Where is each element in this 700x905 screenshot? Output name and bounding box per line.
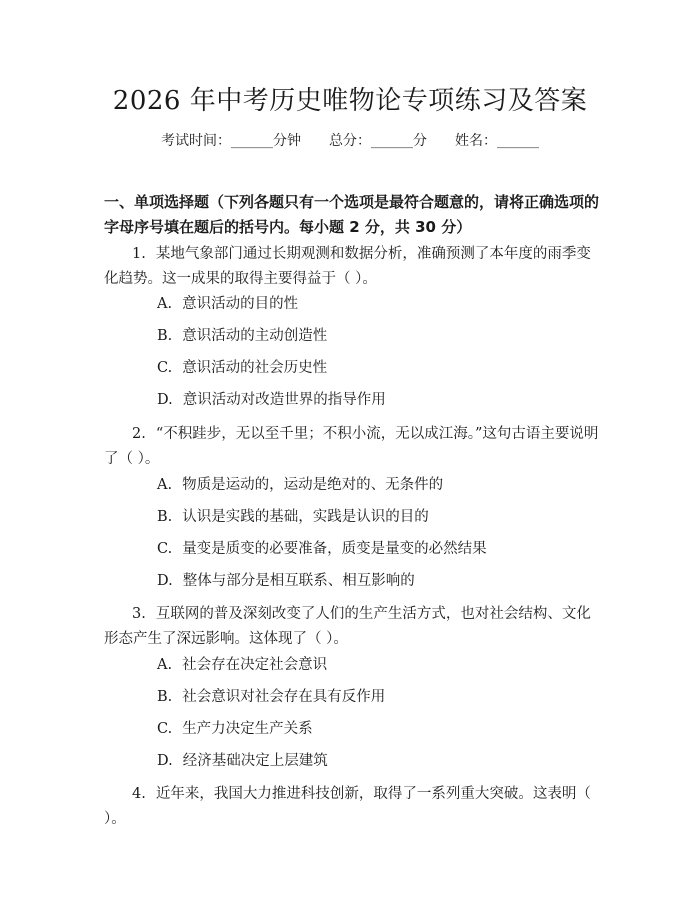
question-3-option-d <box>157 751 328 771</box>
question-2-option-b <box>157 507 429 527</box>
option-text: 意识活动的主动创造性 <box>182 328 328 344</box>
question-number: 1. <box>132 246 146 262</box>
option-text: 量变是质变的必要准备，质变是量变的必然结果 <box>182 541 487 557</box>
question-number: 4. <box>132 786 146 802</box>
option-text: 社会意识对社会存在具有反作用 <box>182 689 386 705</box>
question-number: 2. <box>132 426 146 442</box>
option-text: 社会存在决定社会意识 <box>182 657 328 673</box>
option-text: 认识是实践的基础，实践是认识的目的 <box>182 509 429 525</box>
question-2-option-c <box>157 539 487 559</box>
question-stem: “不积跬步，无以至千里；不积小流，无以成江海。”这句古语主要说明了（ ）。 <box>104 426 599 467</box>
option-letter: D. <box>157 573 173 589</box>
question-1 <box>104 242 601 292</box>
question-1-option-b <box>157 326 327 346</box>
option-letter: A. <box>157 477 173 493</box>
option-letter: D. <box>157 392 173 408</box>
question-1-option-a <box>157 294 298 314</box>
question-3-option-c <box>157 719 313 739</box>
option-letter: C. <box>157 721 173 737</box>
question-stem: 某地气象部门通过长期观测和数据分析，准确预测了本年度的雨季变化趋势。这一成果的取得主要得益于（ ）。 <box>104 246 591 287</box>
total-score-label: 总分：______分 <box>329 133 427 149</box>
question-3 <box>104 602 601 652</box>
option-letter: C. <box>157 541 173 557</box>
question-1-option-c <box>157 358 327 378</box>
page-title: 2026 年中考历史唯物论专项练习及答案 <box>112 86 588 116</box>
question-1-option-d <box>157 390 386 410</box>
option-letter: C. <box>157 360 173 376</box>
option-letter: B. <box>157 689 173 705</box>
option-text: 意识活动对改造世界的指导作用 <box>182 392 386 408</box>
option-text: 物质是运动的，运动是绝对的、无条件的 <box>182 477 444 493</box>
exam-time-label: 考试时间：______分钟 <box>161 133 301 149</box>
option-text: 经济基础决定上层建筑 <box>182 753 328 769</box>
option-letter: A. <box>157 296 173 312</box>
question-3-option-b <box>157 687 385 707</box>
question-number: 3. <box>132 606 146 622</box>
option-text: 意识活动的社会历史性 <box>182 360 328 376</box>
question-2-option-d <box>157 571 415 591</box>
option-letter: B. <box>157 328 173 344</box>
option-text: 整体与部分是相互联系、相互影响的 <box>182 573 415 589</box>
question-4 <box>104 782 601 832</box>
option-text: 生产力决定生产关系 <box>182 721 313 737</box>
question-stem: 近年来，我国大力推进科技创新，取得了一系列重大突破。这表明（ ）。 <box>104 786 591 827</box>
name-label: 姓名：______ <box>455 133 539 149</box>
option-text: 意识活动的目的性 <box>182 296 299 312</box>
exam-info-line <box>0 130 700 150</box>
option-letter: B. <box>157 509 173 525</box>
section-heading: 一、单项选择题（下列各题只有一个选项是最符合题意的，请将正确选项的字母序号填在题后的括号内。每小题 2 分，共 30 分） <box>104 193 600 236</box>
question-3-option-a <box>157 655 327 675</box>
question-2-option-a <box>157 475 443 495</box>
question-2 <box>104 422 601 472</box>
option-letter: D. <box>157 753 173 769</box>
option-letter: A. <box>157 657 173 673</box>
question-stem: 互联网的普及深刻改变了人们的生产生活方式，也对社会结构、文化形态产生了深远影响。这体现了（ ）。 <box>104 606 591 647</box>
